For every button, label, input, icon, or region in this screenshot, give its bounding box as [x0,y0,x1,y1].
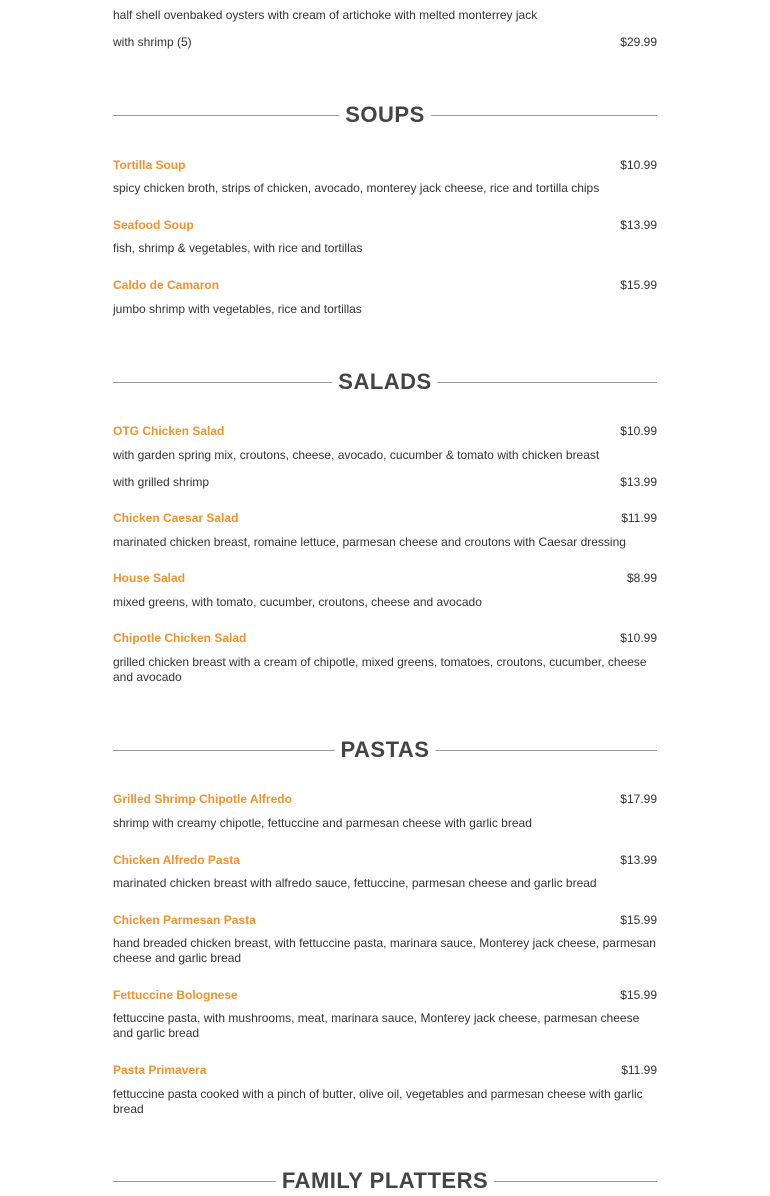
item-price: $15.99 [620,278,657,292]
item-description: shrimp with creamy chipotle, fettuccine and parmesan cheese with garlic bread [113,816,532,830]
item-name[interactable]: Chicken Caesar Salad [113,511,239,525]
menu-item-tortilla-soup[interactable] [113,158,657,173]
item-description: fettuccine pasta cooked with a pinch of butter, olive oil, vegetables and parmesan cheese with garlic bread [113,1087,643,1116]
menu-item-pasta-primavera[interactable] [113,1063,657,1078]
item-name[interactable]: Chipotle Chicken Salad [113,631,247,645]
item-variant-row [113,475,657,490]
item-name[interactable]: Chicken Parmesan Pasta [113,913,256,927]
menu-item-grilled-shrimp-chipotle-alfredo[interactable] [113,792,657,807]
item-price: $15.99 [620,988,657,1002]
item-price: $11.99 [621,511,657,525]
item-price: $11.99 [621,1063,657,1077]
variant-price: $29.99 [620,35,657,49]
item-description: fettuccine pasta, with mushrooms, meat, marinara sauce, Monterey jack cheese, parmesan cheese and garlic bread [113,1011,640,1040]
item-name[interactable]: Seafood Soup [113,218,194,232]
menu-item-caldo-de-camaron[interactable] [113,278,657,293]
item-price: $10.99 [620,631,657,645]
variant-label: with grilled shrimp [113,475,210,489]
item-price: $13.99 [620,218,657,232]
item-price: $13.99 [620,853,657,867]
item-description: hand breaded chicken breast, with fettuccine pasta, marinara sauce, Monterey jack cheese, parmesan cheese and garlic bread [113,936,656,965]
item-variant-row [113,35,657,50]
item-name[interactable]: OTG Chicken Salad [113,424,225,438]
item-description: jumbo shrimp with vegetables, rice and tortillas [113,302,362,316]
variant-price: $13.99 [620,475,657,489]
menu-item-seafood-soup[interactable] [113,218,657,233]
item-name[interactable]: Tortilla Soup [113,158,186,172]
item-price: $10.99 [620,424,657,438]
menu-item-chicken-caesar-salad[interactable] [113,511,657,526]
menu-item-otg-chicken-salad[interactable] [113,424,657,439]
item-price: $15.99 [620,913,657,927]
item-name[interactable]: Caldo de Camaron [113,278,220,292]
section-title: PASTAS [335,735,436,765]
section-header-family-platters [113,1166,657,1196]
menu-item-chicken-parmesan-pasta[interactable] [113,913,657,928]
item-price: $17.99 [620,792,657,806]
section-header-soups [113,100,657,130]
item-name[interactable]: Fettuccine Bolognese [113,988,238,1002]
item-name[interactable]: Chicken Alfredo Pasta [113,853,240,867]
item-name[interactable]: Pasta Primavera [113,1063,207,1077]
item-description: spicy chicken broth, strips of chicken, avocado, monterey jack cheese, rice and tortilla chips [113,181,600,195]
item-price: $10.99 [620,158,657,172]
item-name[interactable]: House Salad [113,571,186,585]
item-description: mixed greens, with tomato, cucumber, croutons, cheese and avocado [113,595,482,609]
variant-label: with shrimp (5) [113,35,192,49]
item-price: $8.99 [626,571,657,585]
item-description: marinated chicken breast with alfredo sauce, fettuccine, parmesan cheese and garlic bread [113,876,597,890]
item-description: with garden spring mix, croutons, cheese, avocado, cucumber & tomato with chicken breast [113,448,600,462]
item-description: grilled chicken breast with a cream of chipotle, mixed greens, tomatoes, croutons, cucumber, cheese and avocado [113,655,647,684]
menu-item-house-salad[interactable] [113,571,657,586]
section-title: SALADS [332,367,437,397]
item-description: marinated chicken breast, romaine lettuce, parmesan cheese and croutons with Caesar dressing [113,535,626,549]
section-title: SOUPS [339,100,431,130]
section-header-pastas [113,735,657,765]
menu-item-chipotle-chicken-salad[interactable] [113,631,657,646]
item-description: fish, shrimp & vegetables, with rice and tortillas [113,241,363,255]
item-name[interactable]: Grilled Shrimp Chipotle Alfredo [113,792,292,806]
section-header-salads [113,367,657,397]
menu-item-chicken-alfredo-pasta[interactable] [113,853,657,868]
menu-item-fettuccine-bolognese[interactable] [113,988,657,1003]
section-title: FAMILY PLATTERS [276,1166,494,1196]
item-description: half shell ovenbaked oysters with cream of artichoke with melted monterrey jack [113,8,538,22]
